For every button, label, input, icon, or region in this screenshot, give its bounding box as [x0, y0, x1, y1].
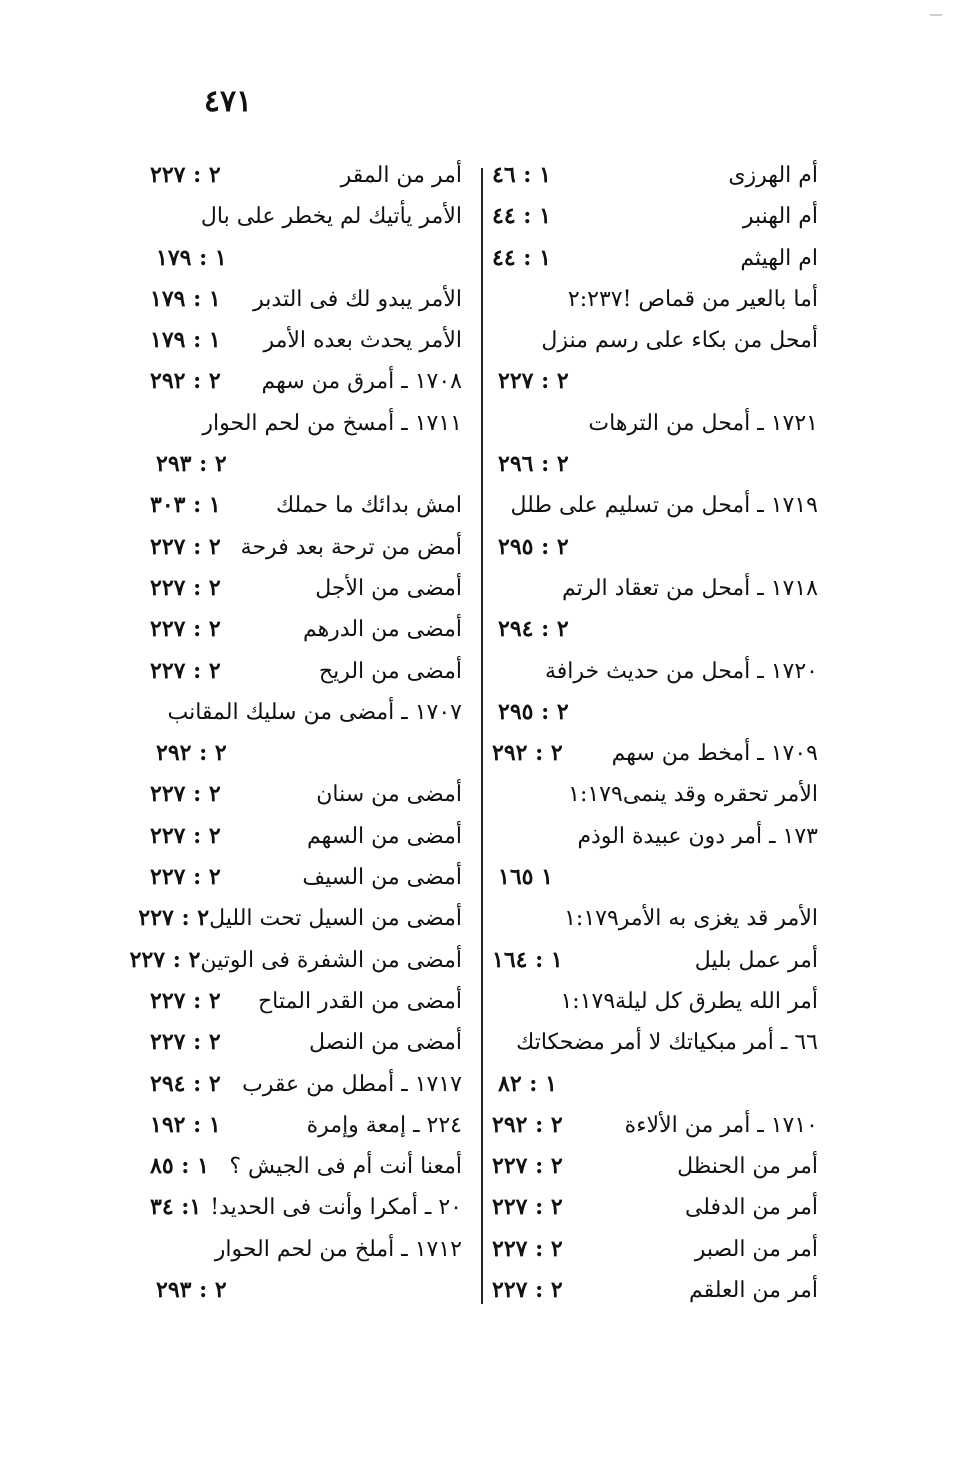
index-entry [492, 320, 818, 361]
index-entry [150, 444, 462, 485]
entry-text: ١٧٠٨ ـ أمرق من سهم [261, 369, 462, 395]
index-entry [492, 238, 818, 279]
entry-text: أمر عمل بليل [694, 947, 818, 973]
index-column-left [129, 155, 462, 1311]
entry-reference: ٢ : ٢٢٧ [150, 987, 221, 1014]
entry-reference: ١ : ٤٤ [492, 244, 551, 271]
index-entry [492, 940, 818, 981]
index-entry [150, 857, 462, 898]
index-entry [150, 527, 462, 568]
index-entry [150, 361, 462, 402]
entry-text: أمضى من الشفرة فى الوتين [200, 947, 462, 973]
index-entry [150, 692, 462, 733]
index-entry [492, 279, 818, 320]
entry-text: أمر من الدفلى [684, 1195, 818, 1221]
entry-reference: ١ : ١٦٤ [492, 946, 563, 973]
entry-text: أمضى من السيل تحت الليل [209, 906, 462, 932]
entry-text: ١٧١٩ ـ أمحل من تسليم على طلل [510, 493, 818, 519]
index-entry [129, 940, 462, 981]
index-entry [492, 527, 818, 568]
index-entry [492, 403, 818, 444]
entry-text: ١٧١٠ ـ أمر من الألاءة [624, 1112, 818, 1138]
entry-text: أمضى من الريح [318, 658, 462, 684]
index-entry [492, 1064, 818, 1105]
entry-reference: ٢ : ٢٩٤ [150, 1070, 221, 1097]
entry-text: أمضى من الأجل [315, 575, 462, 601]
column-divider [481, 168, 483, 1304]
index-entry [150, 1229, 462, 1270]
entry-reference: ٢ : ٢٩٢ [492, 1111, 563, 1138]
entry-reference: ١ ١٦٥ [498, 864, 553, 891]
scan-edge-mark [930, 14, 942, 16]
index-entry [150, 320, 462, 361]
entry-reference: ١ : ١٧٩ [156, 244, 227, 271]
index-entry [492, 981, 818, 1022]
entry-text: امش بدائك ما حملك [275, 493, 462, 519]
index-entry [492, 1187, 818, 1228]
entry-text: ١٧٢١ ـ أمحل من الترهات [588, 410, 818, 436]
entry-reference: ٢ : ٢٢٧ [129, 946, 201, 973]
entry-text: الأمر يأتيك لم يخطر على بال [200, 204, 462, 230]
entry-text: ١٧٢٠ ـ أمحل من حديث خرافة [544, 658, 818, 684]
index-entry [492, 485, 818, 526]
index-entry [492, 1146, 818, 1187]
entry-text: ١٧١٢ ـ أملخ من لحم الحوار [214, 1236, 462, 1262]
entry-reference: ٢ : ٢٢٧ [150, 574, 221, 601]
index-entry [492, 1105, 818, 1146]
entry-reference: ٢ : ٢٢٧ [492, 1235, 563, 1262]
entry-reference: ٢ : ٢٩٥ [498, 698, 569, 725]
index-entry [150, 1064, 462, 1105]
entry-reference: ٢ : ٢٩٢ [492, 740, 563, 767]
index-entry [492, 651, 818, 692]
index-entry [150, 1187, 462, 1228]
entry-reference: ٢ : ٢٩٢ [150, 368, 221, 395]
entry-reference: ٢ : ٢٢٧ [150, 616, 221, 643]
entry-reference: ١ : ٤٤ [492, 203, 551, 230]
index-entry [492, 692, 818, 733]
index-entry [150, 568, 462, 609]
entry-text: أمضى من السهم [306, 823, 462, 849]
index-entry [492, 1270, 818, 1311]
entry-reference: ١ : ٤٦ [492, 162, 551, 188]
index-entry [150, 733, 462, 774]
index-entry [492, 444, 818, 485]
entry-reference: ٢ : ٢٩٢ [156, 740, 227, 767]
entry-text: أم الهنبر [742, 204, 818, 230]
entry-reference: ٢ : ٢٩٤ [498, 616, 569, 643]
entry-reference: ٢ : ٢٢٧ [492, 1153, 563, 1180]
index-entry [150, 196, 462, 237]
entry-text: ١٧١٧ ـ أمطل من عقرب [242, 1071, 462, 1097]
index-entry [150, 1270, 462, 1311]
entry-text: أمعنا أنت أم فى الجيش ؟ [229, 1154, 462, 1180]
entry-text: أمر من الصبر [694, 1236, 818, 1262]
index-entry [150, 279, 462, 320]
entry-text: الأمر يحدث بعده الأمر [263, 328, 462, 354]
entry-reference: ٢ : ٢٢٧ [150, 864, 221, 891]
entry-text: أمر من المقر [340, 163, 462, 188]
entry-text: أمضى من النصل [308, 1030, 462, 1056]
entry-text: أمر من الحنظل [677, 1154, 818, 1180]
entry-text: ٢٢٤ ـ إمعة وإمرة [306, 1112, 462, 1138]
index-entry [150, 403, 462, 444]
entry-reference: ٢ : ٢٢٧ [150, 657, 221, 684]
index-entry [138, 898, 462, 939]
entry-text: أمضى من الدرهم [302, 617, 462, 643]
entry-text: أمضى من السيف [302, 865, 462, 891]
entry-reference: ٢ : ٢٩٦ [498, 451, 569, 478]
entry-reference: ٢ : ٢٢٧ [492, 1277, 563, 1304]
index-entry [150, 1146, 462, 1187]
entry-reference: ٢ : ٢٢٧ [150, 1029, 221, 1056]
entry-reference: ٢ : ٢٢٧ [498, 368, 569, 395]
index-entry [492, 1229, 818, 1270]
entry-text: الأمر تحقره وقد ينمى١:١٧٩ [568, 782, 818, 808]
entry-text: ٢٠ ـ أمكرا وأنت فى الحديد! [210, 1195, 462, 1221]
index-entry [492, 774, 818, 815]
index-entry [150, 774, 462, 815]
entry-text: الأمر قد يغزى به الأمر١:١٧٩ [564, 906, 818, 932]
entry-reference: ٢ : ٢٩٣ [156, 1277, 227, 1304]
entry-text: الأمر يبدو لك فى التدبر [253, 286, 462, 312]
index-entry [492, 361, 818, 402]
entry-reference: ٢ : ٢٢٧ [150, 822, 221, 849]
entry-reference: ٢ : ٢٩٣ [156, 451, 227, 478]
entry-reference: ١ : ٨٢ [498, 1070, 557, 1097]
index-entry [150, 238, 462, 279]
index-entry [492, 898, 818, 939]
entry-text: أم الهرزى [728, 163, 818, 188]
index-entry [150, 485, 462, 526]
index-entry [150, 816, 462, 857]
index-entry [150, 651, 462, 692]
index-entry [150, 1022, 462, 1063]
entry-text: أمر من العلقم [688, 1278, 818, 1304]
index-entry [150, 981, 462, 1022]
entry-text: أمض من ترحة بعد فرحة [240, 534, 462, 560]
entry-text: ١٧١١ ـ أمسخ من لحم الحوار [202, 410, 462, 436]
index-entry [492, 196, 818, 237]
entry-text: أمر الله يطرق كل ليلة١:١٧٩ [560, 988, 818, 1014]
entry-reference: ٢ : ٢٢٧ [150, 162, 221, 188]
index-entry [492, 155, 818, 196]
entry-text: ١٧٣ ـ أمر دون عبيدة الوذم [577, 823, 818, 849]
index-entry [492, 568, 818, 609]
entry-reference: ٢ : ٢٢٧ [150, 533, 221, 560]
entry-reference: ٢ : ٢٢٧ [138, 905, 210, 932]
entry-reference: ١ : ١٧٩ [150, 285, 221, 312]
page-number: ٤٧١ [203, 84, 253, 119]
index-entry [492, 1022, 818, 1063]
entry-reference: ١ : ٣٠٣ [150, 492, 221, 519]
entry-reference: ١ : ٨٥ [150, 1153, 209, 1180]
index-entry [492, 857, 818, 898]
entry-reference: ١: ٣٤ [150, 1194, 202, 1221]
entry-reference: ١ : ١٧٩ [150, 327, 221, 354]
entry-text: أمضى من سنان [316, 782, 462, 808]
entry-text: أمحل من بكاء على رسم منزل [541, 328, 818, 354]
entry-reference: ٢ : ٢٢٧ [492, 1194, 563, 1221]
index-entry [150, 1105, 462, 1146]
entry-text: ١٧١٨ ـ أمحل من تعقاد الرتم [561, 575, 818, 601]
entry-text: ام الهيثم [740, 245, 818, 271]
entry-text: ١٧٠٧ ـ أمضى من سليك المقانب [167, 699, 462, 725]
index-entry [492, 816, 818, 857]
index-entry [492, 609, 818, 650]
index-entry [150, 609, 462, 650]
entry-text: ١٧٠٩ ـ أمخط من سهم [611, 741, 818, 767]
index-entry [150, 155, 462, 196]
entry-text: أمضى من القدر المتاح [257, 988, 462, 1014]
index-column-right [492, 155, 818, 1311]
entry-reference: ٢ : ٢٩٥ [498, 533, 569, 560]
entry-reference: ٢ : ٢٢٧ [150, 781, 221, 808]
entry-text: ٦٦ ـ أمر مبكياتك لا أمر مضحكاتك [516, 1030, 818, 1056]
entry-text: أما بالعير من قماص !٢:٢٣٧ [567, 286, 818, 312]
index-entry [492, 733, 818, 774]
entry-reference: ١ : ١٩٢ [150, 1111, 221, 1138]
